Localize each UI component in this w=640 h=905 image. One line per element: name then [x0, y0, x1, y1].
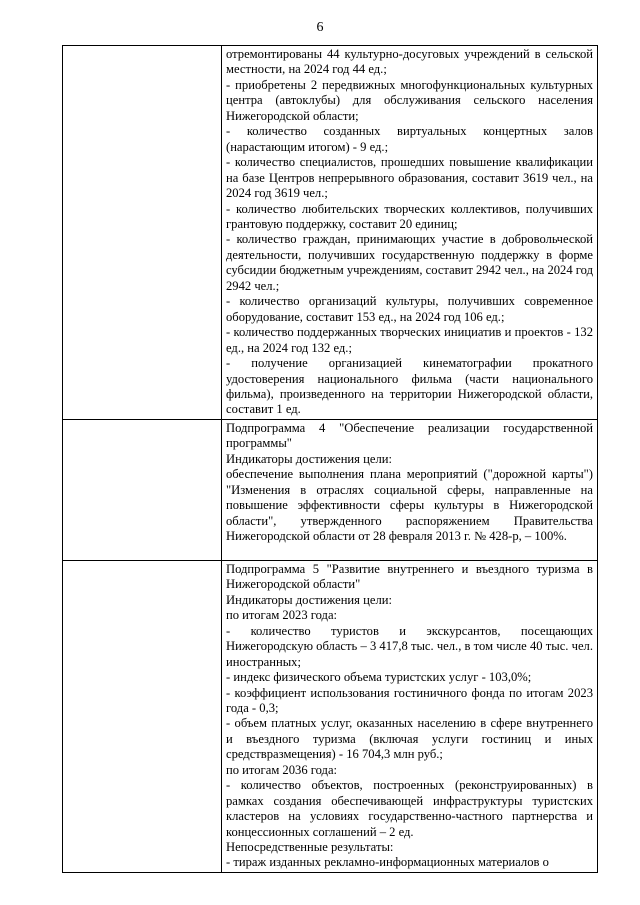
paragraph: - тираж изданных рекламно-информационных материалов о	[226, 855, 549, 870]
paragraph: - количество объектов, построенных (реконструированных) в рамках создания обеспечивающей инфраструктуры туристских кластеров на условиях государственно-частного партнерства и концессионных соглашений – 2 ед.	[226, 778, 593, 839]
subprogram-title: Подпрограмма 5 "Развитие внутреннего и въездного туризма в Нижегородской области"	[226, 561, 593, 592]
empty-left-cell	[63, 46, 222, 420]
paragraph: обеспечение выполнения плана мероприятий ("дорожной карты") "Изменения в отраслях социальной сферы, направленные на повышение эффективности сферы культуры в Нижегородской области", утвержденного распоряжением Правительства Нижегородской области от 28 февраля 2013 г. № 428-р, – 100%.	[226, 467, 593, 544]
results-heading: Непосредственные результаты:	[226, 840, 394, 855]
paragraph: - количество туристов и экскурсантов, посещающих Нижегородскую область – 3 417,8 тыс. чел., в том числе 40 тыс. чел. иностранных;	[226, 623, 593, 669]
paragraph: - количество созданных виртуальных концертных залов (нарастающим итогом) - 9 ед.;	[226, 124, 593, 154]
subprogram-4-cell	[222, 419, 598, 560]
paragraph: отремонтированы 44 культурно-досуговых учреждений в сельской местности, на 2024 год 44 ед.;	[226, 47, 593, 77]
paragraph: - коэффициент использования гостиничного фонда по итогам 2023 года - 0,3;	[226, 685, 593, 715]
table-row	[63, 46, 598, 420]
paragraph: - приобретены 2 передвижных многофункциональных культурных центра (автоклубы) для обслуживания сельского населения Нижегородской области;	[226, 77, 593, 123]
indicators-heading: Индикаторы достижения цели:	[226, 451, 392, 466]
paragraph: - количество организаций культуры, получивших современное оборудование, составит 153 ед., на 2024 год 106 ед.;	[226, 294, 593, 324]
subprogram-5-cell	[222, 560, 598, 872]
paragraph: - индекс физического объема туристских услуг - 103,0%;	[226, 670, 532, 685]
paragraph: - количество поддержанных творческих инициатив и проектов - 132 ед., на 2024 год 132 ед.;	[226, 325, 593, 355]
page-number: 6	[316, 20, 324, 35]
paragraph: - объем платных услуг, оказанных населению в сфере внутреннего и въездного туризма (включая услуги гостиниц и иных средствразмещения) - 16 704,3 млн руб.;	[226, 716, 593, 762]
table-row	[63, 560, 598, 872]
paragraph: - количество любительских творческих коллективов, получивших грантовую поддержку, составит 20 единиц;	[226, 201, 593, 231]
indicators-heading: Индикаторы достижения цели:	[226, 592, 392, 607]
paragraph: - количество граждан, принимающих участие в добровольческой деятельности, получивших государственную поддержку в форме субсидии бюджетным учреждениям, составит 2942 чел., на 2024 год 2942 чел.;	[226, 232, 593, 293]
empty-left-cell	[63, 560, 222, 872]
empty-left-cell	[63, 419, 222, 560]
period-heading: по итогам 2023 года:	[226, 608, 338, 623]
program-table	[62, 45, 598, 873]
paragraph: - получение организацией кинематографии прокатного удостоверения национального фильма (части национального фильма), произведенного на территории Нижегородской области, составит 1 ед.	[226, 356, 593, 417]
period-heading: по итогам 2036 года:	[226, 762, 338, 777]
results-cell-culture	[222, 46, 598, 420]
table-row	[63, 419, 598, 560]
paragraph: - количество специалистов, прошедших повышение квалификации на базе Центров непрерывного образования, составит 3619 чел., на 2024 год 3619 чел.;	[226, 155, 593, 201]
subprogram-title: Подпрограмма 4 "Обеспечение реализации государственной программы"	[226, 420, 593, 451]
